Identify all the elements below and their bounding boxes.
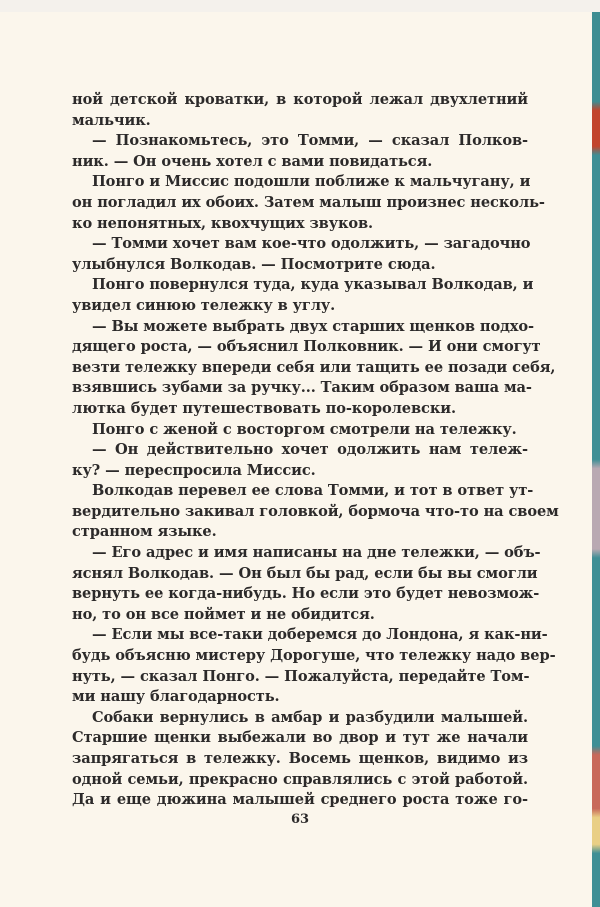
- book-cover-edge: [592, 12, 600, 907]
- text-line: ко непонятных, квохчущих звуков.: [72, 214, 374, 232]
- text-line: — Он действительно хочет одолжить нам тележ-: [92, 441, 528, 459]
- text-line: увидел синюю тележку в углу.: [72, 296, 336, 314]
- text-line: Понго повернулся туда, куда указывал Волкодав, и: [92, 276, 534, 294]
- text-line: вердительно закивал головкой, бормоча что-то на своем: [72, 502, 559, 520]
- page-number: 63: [290, 812, 310, 827]
- text-line: запрягаться в тележку. Восемь щенков, видимо из: [72, 750, 528, 767]
- text-line: яснял Волкодав. — Он был бы рад, если бы вы смогли: [72, 564, 538, 582]
- text-line: он погладил их обоих. Затем малыш произнес несколь-: [72, 193, 545, 211]
- text-line: нуть, — сказал Понго. — Пожалуйста, передайте Том-: [72, 667, 530, 685]
- text-line: — Его адрес и имя написаны на дне тележки, — объ-: [92, 544, 541, 562]
- text-line: но, то он все поймет и не обидится.: [72, 605, 375, 623]
- text-line: ной детской кроватки, в которой лежал двухлетний: [72, 91, 528, 108]
- text-line: взявшись зубами за ручку... Таким образом ваша ма-: [72, 379, 532, 397]
- text-line: дящего роста, — объяснил Полковник. — И они смогут: [72, 338, 541, 356]
- text-line: ку? — переспросила Миссис.: [72, 461, 316, 479]
- body-text: [72, 90, 559, 811]
- text-line: везти тележку впереди себя или тащить ее позади себя,: [72, 358, 556, 376]
- text-line: улыбнулся Волкодав. — Посмотрите сюда.: [72, 255, 436, 273]
- text-line: — Вы можете выбрать двух старших щенков подхо-: [92, 317, 534, 335]
- text-line: Понго с женой с восторгом смотрели на тележку.: [92, 420, 517, 438]
- book-page: [0, 12, 592, 907]
- text-line: — Познакомьтесь, это Томми, — сказал Полков-: [92, 132, 528, 150]
- text-line: лютка будет путешествовать по-королевски.: [72, 399, 456, 417]
- text-line: странном языке.: [72, 523, 217, 541]
- text-line: Старшие щенки выбежали во двор и тут же начали: [72, 729, 528, 747]
- text-line: вернуть ее когда-нибудь. Но если это будет невозмож-: [72, 585, 540, 603]
- text-line: мальчик.: [72, 111, 151, 129]
- text-line: Волкодав перевел ее слова Томми, и тот в ответ ут-: [92, 482, 534, 500]
- text-line: Понго и Миссис подошли поближе к мальчугану, и: [92, 173, 531, 191]
- text-line: ми нашу благодарность.: [72, 688, 280, 706]
- text-line: Собаки вернулись в амбар и разбудили малышей.: [92, 708, 528, 726]
- text-line: будь объясню мистеру Дорогуше, что тележку надо вер-: [72, 647, 556, 665]
- text-line: — Если мы все-таки доберемся до Лондона, я как-ни-: [92, 626, 548, 644]
- text-line: Да и еще дюжина малышей среднего роста тоже го-: [72, 791, 528, 809]
- text-line: — Томми хочет вам кое-что одолжить, — загадочно: [92, 235, 531, 253]
- text-line: ник. — Он очень хотел с вами повидаться.: [72, 152, 433, 170]
- text-line: одной семьи, прекрасно справлялись с этой работой.: [72, 770, 528, 788]
